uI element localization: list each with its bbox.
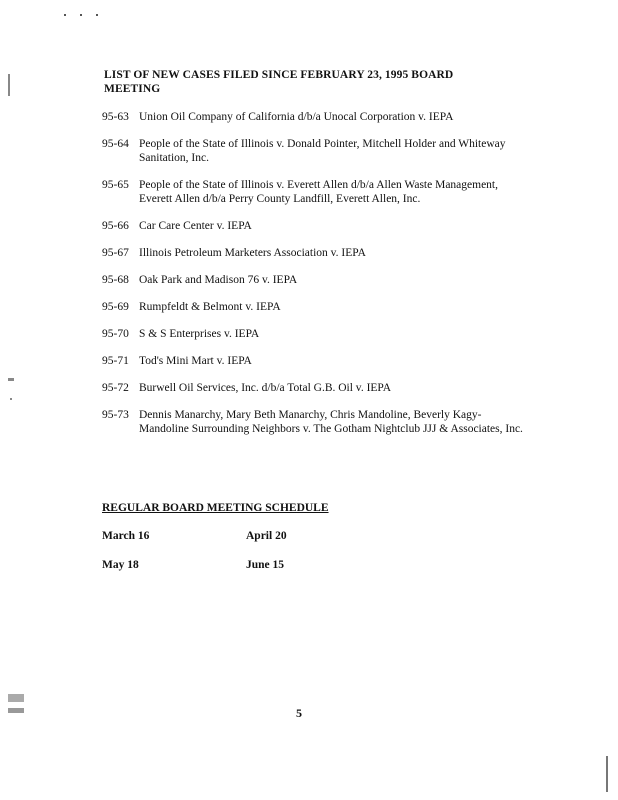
case-number: 95-67 [102,247,129,259]
case-title: S & S Enterprises v. IEPA [139,328,260,340]
scan-speck [8,694,24,702]
schedule-date: March 16 [102,530,150,542]
case-item [102,178,542,206]
case-item [102,137,542,165]
case-item [102,246,542,260]
scan-speck [96,14,98,16]
case-number: 95-72 [102,382,129,394]
case-title: People of the State of Illinois v. Everett Allen d/b/a Allen Waste Management, Everett Allen d/b/a Perry County Landfill, Everett Allen, Inc. [139,179,499,205]
case-title: Union Oil Company of California d/b/a Unocal Corporation v. IEPA [139,111,454,123]
case-list [102,110,542,449]
case-title: Rumpfeldt & Belmont v. IEPA [139,301,281,313]
schedule-date: June 15 [246,559,285,571]
scan-speck [8,708,24,713]
case-item [102,110,542,124]
case-title: Car Care Center v. IEPA [139,220,252,232]
case-title: Illinois Petroleum Marketers Association v. IEPA [139,247,366,259]
case-item [102,219,542,233]
schedule-title: REGULAR BOARD MEETING SCHEDULE [102,502,329,514]
case-item [102,408,542,436]
case-title: People of the State of Illinois v. Donald Pointer, Mitchell Holder and Whiteway Sanitation, Inc. [139,138,506,164]
case-number: 95-65 [102,179,129,191]
scan-speck [8,378,14,381]
scan-speck [8,74,10,96]
case-number: 95-71 [102,355,129,367]
case-number: 95-64 [102,138,129,150]
scan-speck [80,14,82,16]
schedule-date: May 18 [102,559,139,571]
scan-speck [10,398,12,400]
case-title: Tod's Mini Mart v. IEPA [139,355,252,367]
page-heading: LIST OF NEW CASES FILED SINCE FEBRUARY 23, 1995 BOARD MEETING [104,69,454,95]
page-number: 5 [296,706,302,720]
case-item [102,273,542,287]
case-number: 95-70 [102,328,129,340]
case-item [102,300,542,314]
case-number: 95-68 [102,274,129,286]
case-title: Oak Park and Madison 76 v. IEPA [139,274,298,286]
case-item [102,354,542,368]
case-title: Dennis Manarchy, Mary Beth Manarchy, Chris Mandoline, Beverly Kagy-Mandoline Surrounding Neighbors v. The Gotham Nightclub JJJ & Associates, Inc. [139,409,523,435]
schedule-date: April 20 [246,530,287,542]
case-item [102,381,542,395]
case-number: 95-66 [102,220,129,232]
case-number: 95-73 [102,409,129,421]
case-number: 95-63 [102,111,129,123]
case-number: 95-69 [102,301,129,313]
scan-speck [64,14,66,16]
scan-speck [606,756,608,792]
case-item [102,327,542,341]
case-title: Burwell Oil Services, Inc. d/b/a Total G.B. Oil v. IEPA [139,382,392,394]
